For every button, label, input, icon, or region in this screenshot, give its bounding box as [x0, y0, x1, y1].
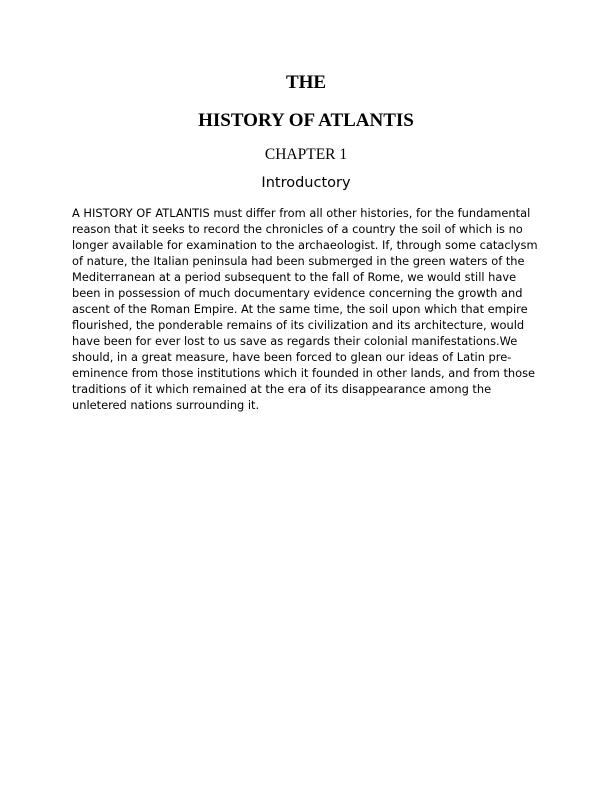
chapter-label: CHAPTER 1: [264, 146, 348, 163]
book-title-line-2: HISTORY OF ATLANTIS: [198, 110, 414, 131]
body-paragraph: A HISTORY OF ATLANTIS must differ from all other histories, for the fundamental reason that it seeks to record the chronicles of a country the soil of which is no longer available for examination to the archaeologist. If, through some cataclysm of nature, the Italian peninsula had been submerged in the green waters of the Mediterranean at a period subsequent to the fall of Rome, we would still have been in possession of much documentary evidence concerning the growth and ascent of the Roman Empire. At the same time, the soil upon which that empire flourished, the ponderable remains of its civilization and its architecture, would have been for ever lost to us save as regards their colonial manifestations.We should, in a great measure, have been forced to glean our ideas of Latin pre-eminence from those institutions which it founded in other lands, and from those traditions of it which remained at the era of its disappearance among the unletered nations surrounding it.: [72, 206, 538, 412]
book-title-line-1: THE: [285, 72, 327, 93]
chapter-title: Introductory: [261, 175, 351, 191]
